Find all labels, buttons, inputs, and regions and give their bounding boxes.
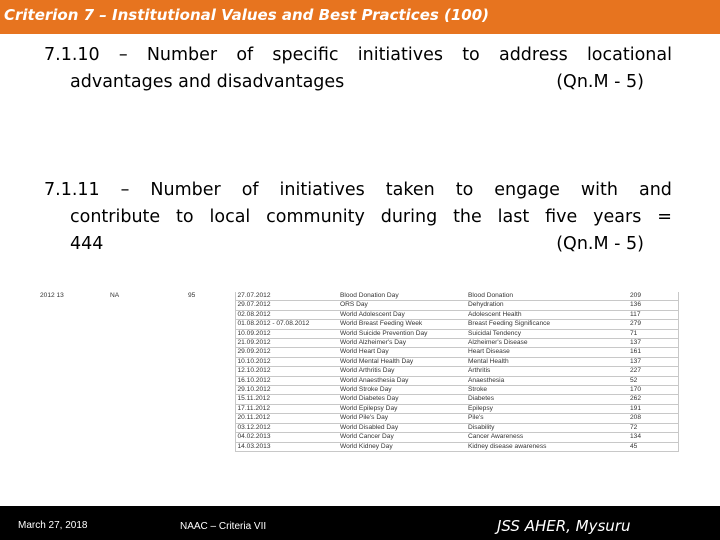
table-cell: Mental Health xyxy=(466,357,628,366)
word: during xyxy=(380,207,438,227)
table-cell xyxy=(108,386,186,395)
table-cell xyxy=(108,423,186,432)
table-cell xyxy=(186,376,228,385)
table-row xyxy=(38,442,678,451)
table-cell xyxy=(108,404,186,413)
table-cell: Kidney disease awareness xyxy=(466,442,628,451)
table-gap xyxy=(228,310,235,319)
table-cell: 117 xyxy=(628,310,678,319)
table-gap xyxy=(228,376,235,385)
table-cell xyxy=(38,348,108,357)
table-cell: 95 xyxy=(188,292,196,300)
table-cell xyxy=(186,301,228,310)
table-cell: 16.10.2012 xyxy=(235,376,338,385)
table-row xyxy=(38,423,678,432)
table-row xyxy=(38,320,678,329)
table-gap xyxy=(228,339,235,348)
table-cell: 72 xyxy=(628,423,678,432)
table-cell: 208 xyxy=(628,414,678,423)
table-cell xyxy=(38,367,108,376)
table-cell: Diabetes xyxy=(466,395,628,404)
word: community xyxy=(266,207,365,227)
table-cell: 03.12.2012 xyxy=(235,423,338,432)
table-cell: World Pile's Day xyxy=(338,414,466,423)
table-cell: 12.10.2012 xyxy=(235,367,338,376)
table-cell: World Disabled Day xyxy=(338,423,466,432)
word: Number xyxy=(150,180,221,200)
word: Number xyxy=(146,45,218,65)
word: locational xyxy=(586,45,672,65)
table-row xyxy=(38,301,678,310)
table-row xyxy=(38,310,678,319)
table-cell xyxy=(186,329,228,338)
table-cell: Arthritis xyxy=(466,367,628,376)
table-gap xyxy=(228,404,235,413)
word: of xyxy=(236,45,254,65)
table-gap xyxy=(228,386,235,395)
table-cell: 170 xyxy=(628,386,678,395)
table-cell xyxy=(38,442,108,451)
metric-7-1-11-value: 444 xyxy=(70,234,104,254)
word: five xyxy=(545,207,578,227)
table-cell xyxy=(108,395,186,404)
table-cell xyxy=(186,386,228,395)
table-cell: World Mental Health Day xyxy=(338,357,466,366)
table-cell: 136 xyxy=(628,301,678,310)
table-gap xyxy=(228,423,235,432)
word: contribute xyxy=(70,207,161,227)
table-gap xyxy=(228,348,235,357)
table-cell xyxy=(186,395,228,404)
table-cell xyxy=(108,442,186,451)
metric-7-1-11-line2 xyxy=(44,204,672,231)
table-cell: 209 xyxy=(628,292,678,301)
table-cell: 10.10.2012 xyxy=(235,357,338,366)
table-cell xyxy=(186,310,228,319)
table-cell: Cancer Awareness xyxy=(466,433,628,442)
table-cell: 15.11.2012 xyxy=(235,395,338,404)
table-row xyxy=(38,357,678,366)
table-cell: 279 xyxy=(628,320,678,329)
table-cell xyxy=(38,357,108,366)
table-gap xyxy=(228,442,235,451)
table-cell xyxy=(38,404,108,413)
word: to xyxy=(455,180,474,200)
table-gap xyxy=(228,414,235,423)
footer-criteria: NAAC – Criteria VII xyxy=(180,521,267,532)
word: initiatives xyxy=(279,180,365,200)
table-cell xyxy=(108,433,186,442)
table-row xyxy=(38,404,678,413)
table-cell xyxy=(186,339,228,348)
metric-7-1-10-desc-end: advantages and disadvantages xyxy=(70,72,345,92)
table-cell: Stroke xyxy=(466,386,628,395)
table-cell xyxy=(38,339,108,348)
table-cell xyxy=(108,414,186,423)
word: engage xyxy=(494,180,560,200)
word: the xyxy=(453,207,482,227)
table-cell xyxy=(38,433,108,442)
word: local xyxy=(209,207,251,227)
table-row xyxy=(38,329,678,338)
table-cell xyxy=(186,320,228,329)
table-cell: 29.07.2012 xyxy=(235,301,338,310)
table-cell: Blood Donation xyxy=(466,292,628,301)
table-row xyxy=(38,433,678,442)
table-row xyxy=(38,414,678,423)
table-cell: 71 xyxy=(628,329,678,338)
slide-header-bar xyxy=(0,0,720,34)
footer-date: March 27, 2018 xyxy=(18,520,88,531)
table-cell xyxy=(186,414,228,423)
table-cell xyxy=(108,339,186,348)
word: 7.1.10 xyxy=(44,45,100,65)
word: to xyxy=(462,45,480,65)
table-cell: Anaesthesia xyxy=(466,376,628,385)
table-cell xyxy=(38,301,108,310)
word: with xyxy=(580,180,618,200)
table-cell: World Stroke Day xyxy=(338,386,466,395)
table-cell: Pile's xyxy=(466,414,628,423)
table-cell xyxy=(108,348,186,357)
table-cell xyxy=(108,367,186,376)
table-cell xyxy=(108,320,186,329)
table-cell: 45 xyxy=(628,442,678,451)
initiatives-table xyxy=(38,292,679,452)
slide-footer xyxy=(0,506,720,540)
table-row xyxy=(38,386,678,395)
table-cell: 14.03.2013 xyxy=(235,442,338,451)
table-cell xyxy=(186,442,228,451)
table-cell xyxy=(38,423,108,432)
table-cell: Disability xyxy=(466,423,628,432)
table-cell: World Diabetes Day xyxy=(338,395,466,404)
table-cell: 134 xyxy=(628,433,678,442)
table-row xyxy=(38,292,678,301)
table-gap xyxy=(228,357,235,366)
word: address xyxy=(498,45,568,65)
table-cell: 27.07.2012 xyxy=(235,292,338,301)
table-cell: Breast Feeding Significance xyxy=(466,320,628,329)
table-cell xyxy=(108,357,186,366)
table-gap xyxy=(228,395,235,404)
table-cell: Adolescent Health xyxy=(466,310,628,319)
table-cell: 04.02.2013 xyxy=(235,433,338,442)
table-cell: World Heart Day xyxy=(338,348,466,357)
table-cell xyxy=(38,414,108,423)
word: = xyxy=(657,207,672,227)
table-cell: 52 xyxy=(628,376,678,385)
table-cell xyxy=(108,310,186,319)
slide-title: Criterion 7 – Institutional Values and Best Practices (100) xyxy=(4,6,490,24)
table-cell: Suicidal Tendency xyxy=(466,329,628,338)
table-cell: 17.11.2012 xyxy=(235,404,338,413)
footer-org: JSS AHER, Mysuru xyxy=(497,517,631,535)
metric-7-1-11-code: (Qn.M - 5) xyxy=(556,234,644,254)
metric-7-1-11-line1 xyxy=(44,177,672,204)
table-row xyxy=(38,348,678,357)
table-cell: 29.10.2012 xyxy=(235,386,338,395)
table-gap xyxy=(228,301,235,310)
word: specific xyxy=(272,45,339,65)
table-cell: World Breast Feeding Week xyxy=(338,320,466,329)
table-gap xyxy=(228,292,235,301)
table-cell: 137 xyxy=(628,357,678,366)
table-gap xyxy=(228,433,235,442)
metric-7-1-11 xyxy=(44,177,672,258)
table-row xyxy=(38,339,678,348)
table-cell: World Suicide Prevention Day xyxy=(338,329,466,338)
word: and xyxy=(638,180,672,200)
table-cell: Alzheimer's Disease xyxy=(466,339,628,348)
metric-7-1-10-line2 xyxy=(44,69,672,96)
table-cell: 29.09.2012 xyxy=(235,348,338,357)
word: to xyxy=(176,207,194,227)
table-cell: Epilepsy xyxy=(466,404,628,413)
table-gap xyxy=(228,329,235,338)
table-cell: World Cancer Day xyxy=(338,433,466,442)
table-cell: 227 xyxy=(628,367,678,376)
table-cell xyxy=(108,376,186,385)
table-gap xyxy=(228,367,235,376)
table-cell xyxy=(38,320,108,329)
table-cell: Heart Disease xyxy=(466,348,628,357)
word: of xyxy=(241,180,259,200)
table-gap xyxy=(228,320,235,329)
table-cell: 02.08.2012 xyxy=(235,310,338,319)
table-cell xyxy=(186,423,228,432)
metric-7-1-11-line3 xyxy=(44,231,672,258)
table-cell xyxy=(108,329,186,338)
table-cell: World Anaesthesia Day xyxy=(338,376,466,385)
table-cell: 191 xyxy=(628,404,678,413)
table-cell xyxy=(186,348,228,357)
table-cell xyxy=(186,357,228,366)
metric-7-1-10-line1 xyxy=(44,42,672,69)
table-cell xyxy=(38,395,108,404)
word: 7.1.11 xyxy=(44,180,100,200)
table-cell: 01.08.2012 - 07.08.2012 xyxy=(235,320,338,329)
metric-7-1-10-code: (Qn.M - 5) xyxy=(556,72,644,92)
table-cell: 262 xyxy=(628,395,678,404)
word: initiatives xyxy=(357,45,443,65)
table-cell: 20.11.2012 xyxy=(235,414,338,423)
word: – xyxy=(118,45,128,65)
word: years xyxy=(593,207,642,227)
table-cell: NA xyxy=(110,292,120,300)
table-cell: World Epilepsy Day xyxy=(338,404,466,413)
table-row xyxy=(38,376,678,385)
word: last xyxy=(497,207,530,227)
table-cell: World Adolescent Day xyxy=(338,310,466,319)
table-cell: 161 xyxy=(628,348,678,357)
table-cell xyxy=(38,310,108,319)
table-row xyxy=(38,367,678,376)
table-cell xyxy=(186,404,228,413)
table-cell: Blood Donation Day xyxy=(338,292,466,301)
table-cell xyxy=(38,386,108,395)
table-cell xyxy=(38,376,108,385)
table-cell xyxy=(186,367,228,376)
table-cell: 2012 13 xyxy=(40,292,64,300)
table-row xyxy=(38,395,678,404)
initiatives-table-image xyxy=(38,292,678,460)
word: – xyxy=(120,180,130,200)
table-cell: World Arthritis Day xyxy=(338,367,466,376)
table-cell: 137 xyxy=(628,339,678,348)
table-cell: World Kidney Day xyxy=(338,442,466,451)
table-cell xyxy=(108,301,186,310)
word: taken xyxy=(385,180,435,200)
table-cell: 10.09.2012 xyxy=(235,329,338,338)
table-cell: ORS Day xyxy=(338,301,466,310)
table-cell: Dehydration xyxy=(466,301,628,310)
table-cell: World Alzheimer's Day xyxy=(338,339,466,348)
table-cell xyxy=(186,433,228,442)
table-cell: 21.09.2012 xyxy=(235,339,338,348)
metric-7-1-10 xyxy=(44,42,672,96)
table-cell xyxy=(38,329,108,338)
